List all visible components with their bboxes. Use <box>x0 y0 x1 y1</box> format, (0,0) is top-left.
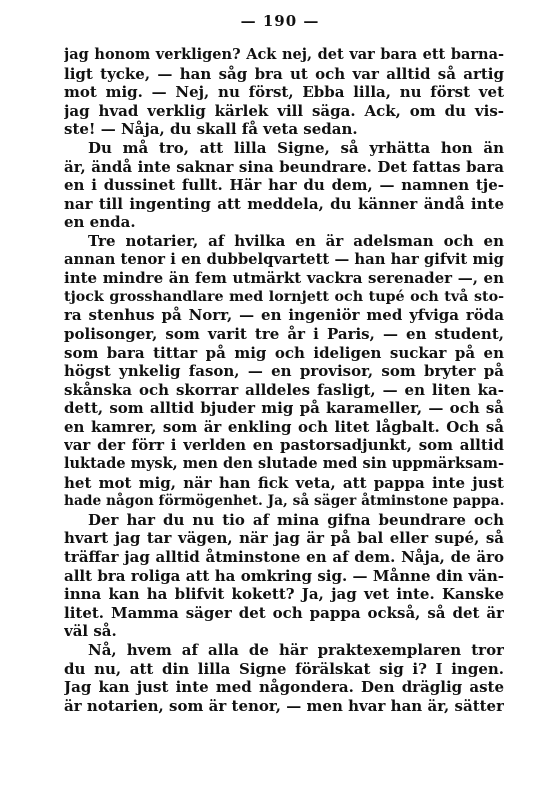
text-line: ra stenhus på Norr, — en ingeniör med yfviga röda <box>64 306 504 325</box>
text-line: hvart jag tar vägen, när jag är på bal eller supé, så <box>64 529 504 548</box>
text-line: litet. Mamma säger det och pappa också, så det är <box>64 603 504 622</box>
text-line: en i dussinet fullt. Här har du dem, — namnen tje- <box>64 176 504 195</box>
text-line: en kamrer, som är enkling och litet lågbalt. Och så <box>64 417 504 436</box>
text-line: hade någon förmögenhet. Ja, så säger åtminstone pappa. <box>64 493 504 510</box>
text-line: annan tenor i en dubbelqvartett — han har gifvit mig <box>64 250 504 268</box>
text-line: tjock grosshandlare med lornjett och tupé och två sto- <box>64 288 504 305</box>
text-line: träffar jag alltid åtminstone en af dem. Nåja, de äro <box>64 548 504 567</box>
text-line: Tre notarier, af hvilka en är adelsman och en <box>88 231 504 250</box>
text-line: inte mindre än fem utmärkt vackra serenader —, en <box>64 269 504 288</box>
text-line: nar till ingenting att meddela, du känner ändå inte <box>64 194 504 213</box>
text-line: en enda. <box>64 213 136 232</box>
text-line: Jag kan just inte med någondera. Den dräglig aste <box>64 678 504 697</box>
text-line: inna kan ha blifvit kokett? Ja, jag vet inte. Kanske <box>64 585 504 604</box>
text-line: Du må tro, att lilla Signe, så yrhätta hon än <box>88 138 504 157</box>
text-line: dett, som alltid bjuder mig på karameller, — och så <box>64 399 504 418</box>
text-line: Nå, hvem af alla de här praktexemplaren tror <box>88 641 504 659</box>
text-line: het mot mig, när han fick veta, att pappa inte just <box>64 473 504 492</box>
text-line: skånska och skorrar alldeles fasligt, — en liten ka- <box>64 380 504 399</box>
text-line: väl så. <box>64 622 117 641</box>
text-line: som bara tittar på mig och ideligen suckar på en <box>64 343 504 362</box>
text-line: är, ändå inte saknar sina beundrare. Det fattas bara <box>64 157 504 176</box>
text-line: jag hvad verklig kärlek vill säga. Ack, om du vis- <box>64 101 504 120</box>
page-number: — 190 — <box>240 12 320 30</box>
text-line: polisonger, som varit tre år i Paris, — en student, <box>64 324 504 343</box>
text-line: du nu, att din lilla Signe förälskat sig i? I ingen. <box>64 659 504 678</box>
text-line: är notarien, som är tenor, — men hvar han är, sätter <box>64 696 504 715</box>
text-line: ligt tycke, — han såg bra ut och var alltid så artig <box>64 64 504 83</box>
text-line: var der förr i verlden en pastorsadjunkt, som alltid <box>64 436 504 455</box>
text-line: högst ynkelig fason, — en provisor, som bryter på <box>64 362 504 381</box>
body-text <box>64 46 504 715</box>
text-line: luktade mysk, men den slutade med sin uppmärksam- <box>64 455 504 473</box>
text-line: allt bra roliga att ha omkring sig. — Månne din vän- <box>64 566 504 585</box>
text-line: mot mig. — Nej, nu först, Ebba lilla, nu först vet <box>64 83 504 102</box>
text-line: Der har du nu tio af mina gifna beundrare och <box>88 510 504 529</box>
text-line: jag honom verkligen? Ack nej, det var bara ett barna- <box>64 46 504 63</box>
text-line: ste! — Nåja, du skall få veta sedan. <box>64 120 358 139</box>
